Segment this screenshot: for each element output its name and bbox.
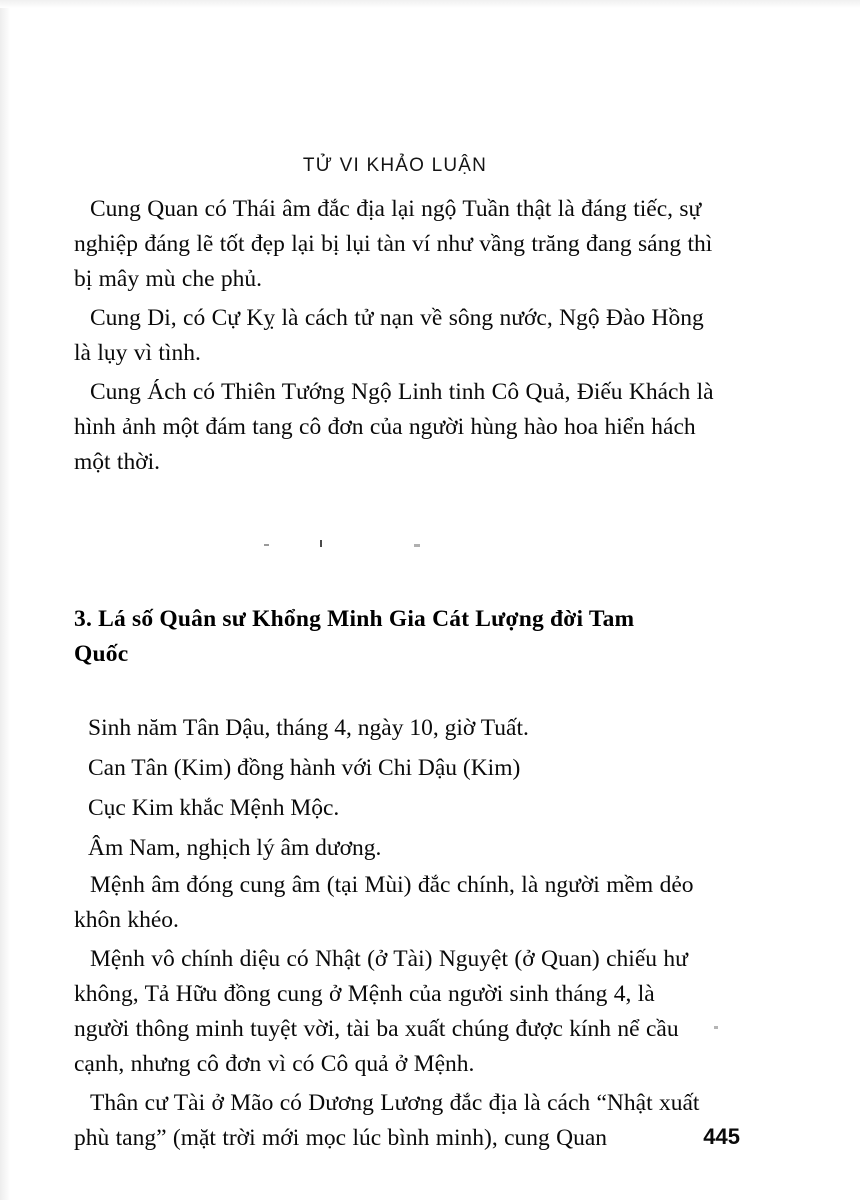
section-heading: 3. Lá số Quân sư Khổng Minh Gia Cát Lượng đời Tam Quốc (74, 606, 635, 667)
paragraph: Mệnh âm đóng cung âm (tại Mùi) đắc chính, là người mềm dẻo khôn khéo. (74, 872, 694, 933)
paragraph: Cung Quan có Thái âm đắc địa lại ngộ Tuần thật là đáng tiếc, sự nghiệp đáng lẽ tốt đẹp lại bị lụi tàn ví như vầng trăng đang sáng thì bị mây mù che phủ. (74, 196, 713, 292)
scan-speck-icon (320, 540, 322, 547)
scan-speck-icon (414, 544, 420, 547)
page-number: 445 (703, 1124, 740, 1149)
paragraph: Mệnh vô chính diệu có Nhật (ở Tài) Nguyệt (ở Quan) chiếu hư không, Tả Hữu đồng cung ở Mệnh của người sinh tháng 4, là người thông minh tuyệt vời, tài ba xuất chúng được kính nể cầu cạnh, nhưng cô đơn vì có Cô quả ở Mệnh. (74, 946, 688, 1077)
scan-edge-left (0, 0, 10, 1200)
paragraph: Thân cư Tài ở Mão có Dương Lương đắc địa là cách “Nhật xuất phù tang” (mặt trời mới mọc lúc bình minh), cung Quan (74, 1090, 700, 1151)
paragraph: Cung Di, có Cự Kỵ là cách tử nạn về sông nước, Ngộ Đào Hồng là lụy vì tình. (74, 305, 704, 366)
scan-edge-top (0, 0, 860, 8)
page-body (74, 192, 714, 1160)
info-line-am-duong: Âm Nam, nghịch lý âm dương. (88, 835, 382, 861)
chart-info-list (74, 708, 714, 868)
scan-speck-icon (264, 544, 269, 546)
scan-speck-icon (714, 1026, 718, 1029)
running-head: TỬ VI KHẢO LUẬN (302, 155, 488, 176)
info-line-cuc-menh: Cục Kim khắc Mệnh Mộc. (88, 795, 340, 821)
paragraph: Cung Ách có Thiên Tướng Ngộ Linh tinh Cô Quả, Điếu Khách là hình ảnh một đám tang cô đơn của người hùng hào hoa hiển hách một thời. (74, 379, 714, 475)
info-line-can-chi: Can Tân (Kim) đồng hành với Chi Dậu (Kim) (88, 755, 521, 781)
info-line-birth-date: Sinh năm Tân Dậu, tháng 4, ngày 10, giờ Tuất. (88, 715, 529, 741)
section-break (74, 484, 714, 602)
